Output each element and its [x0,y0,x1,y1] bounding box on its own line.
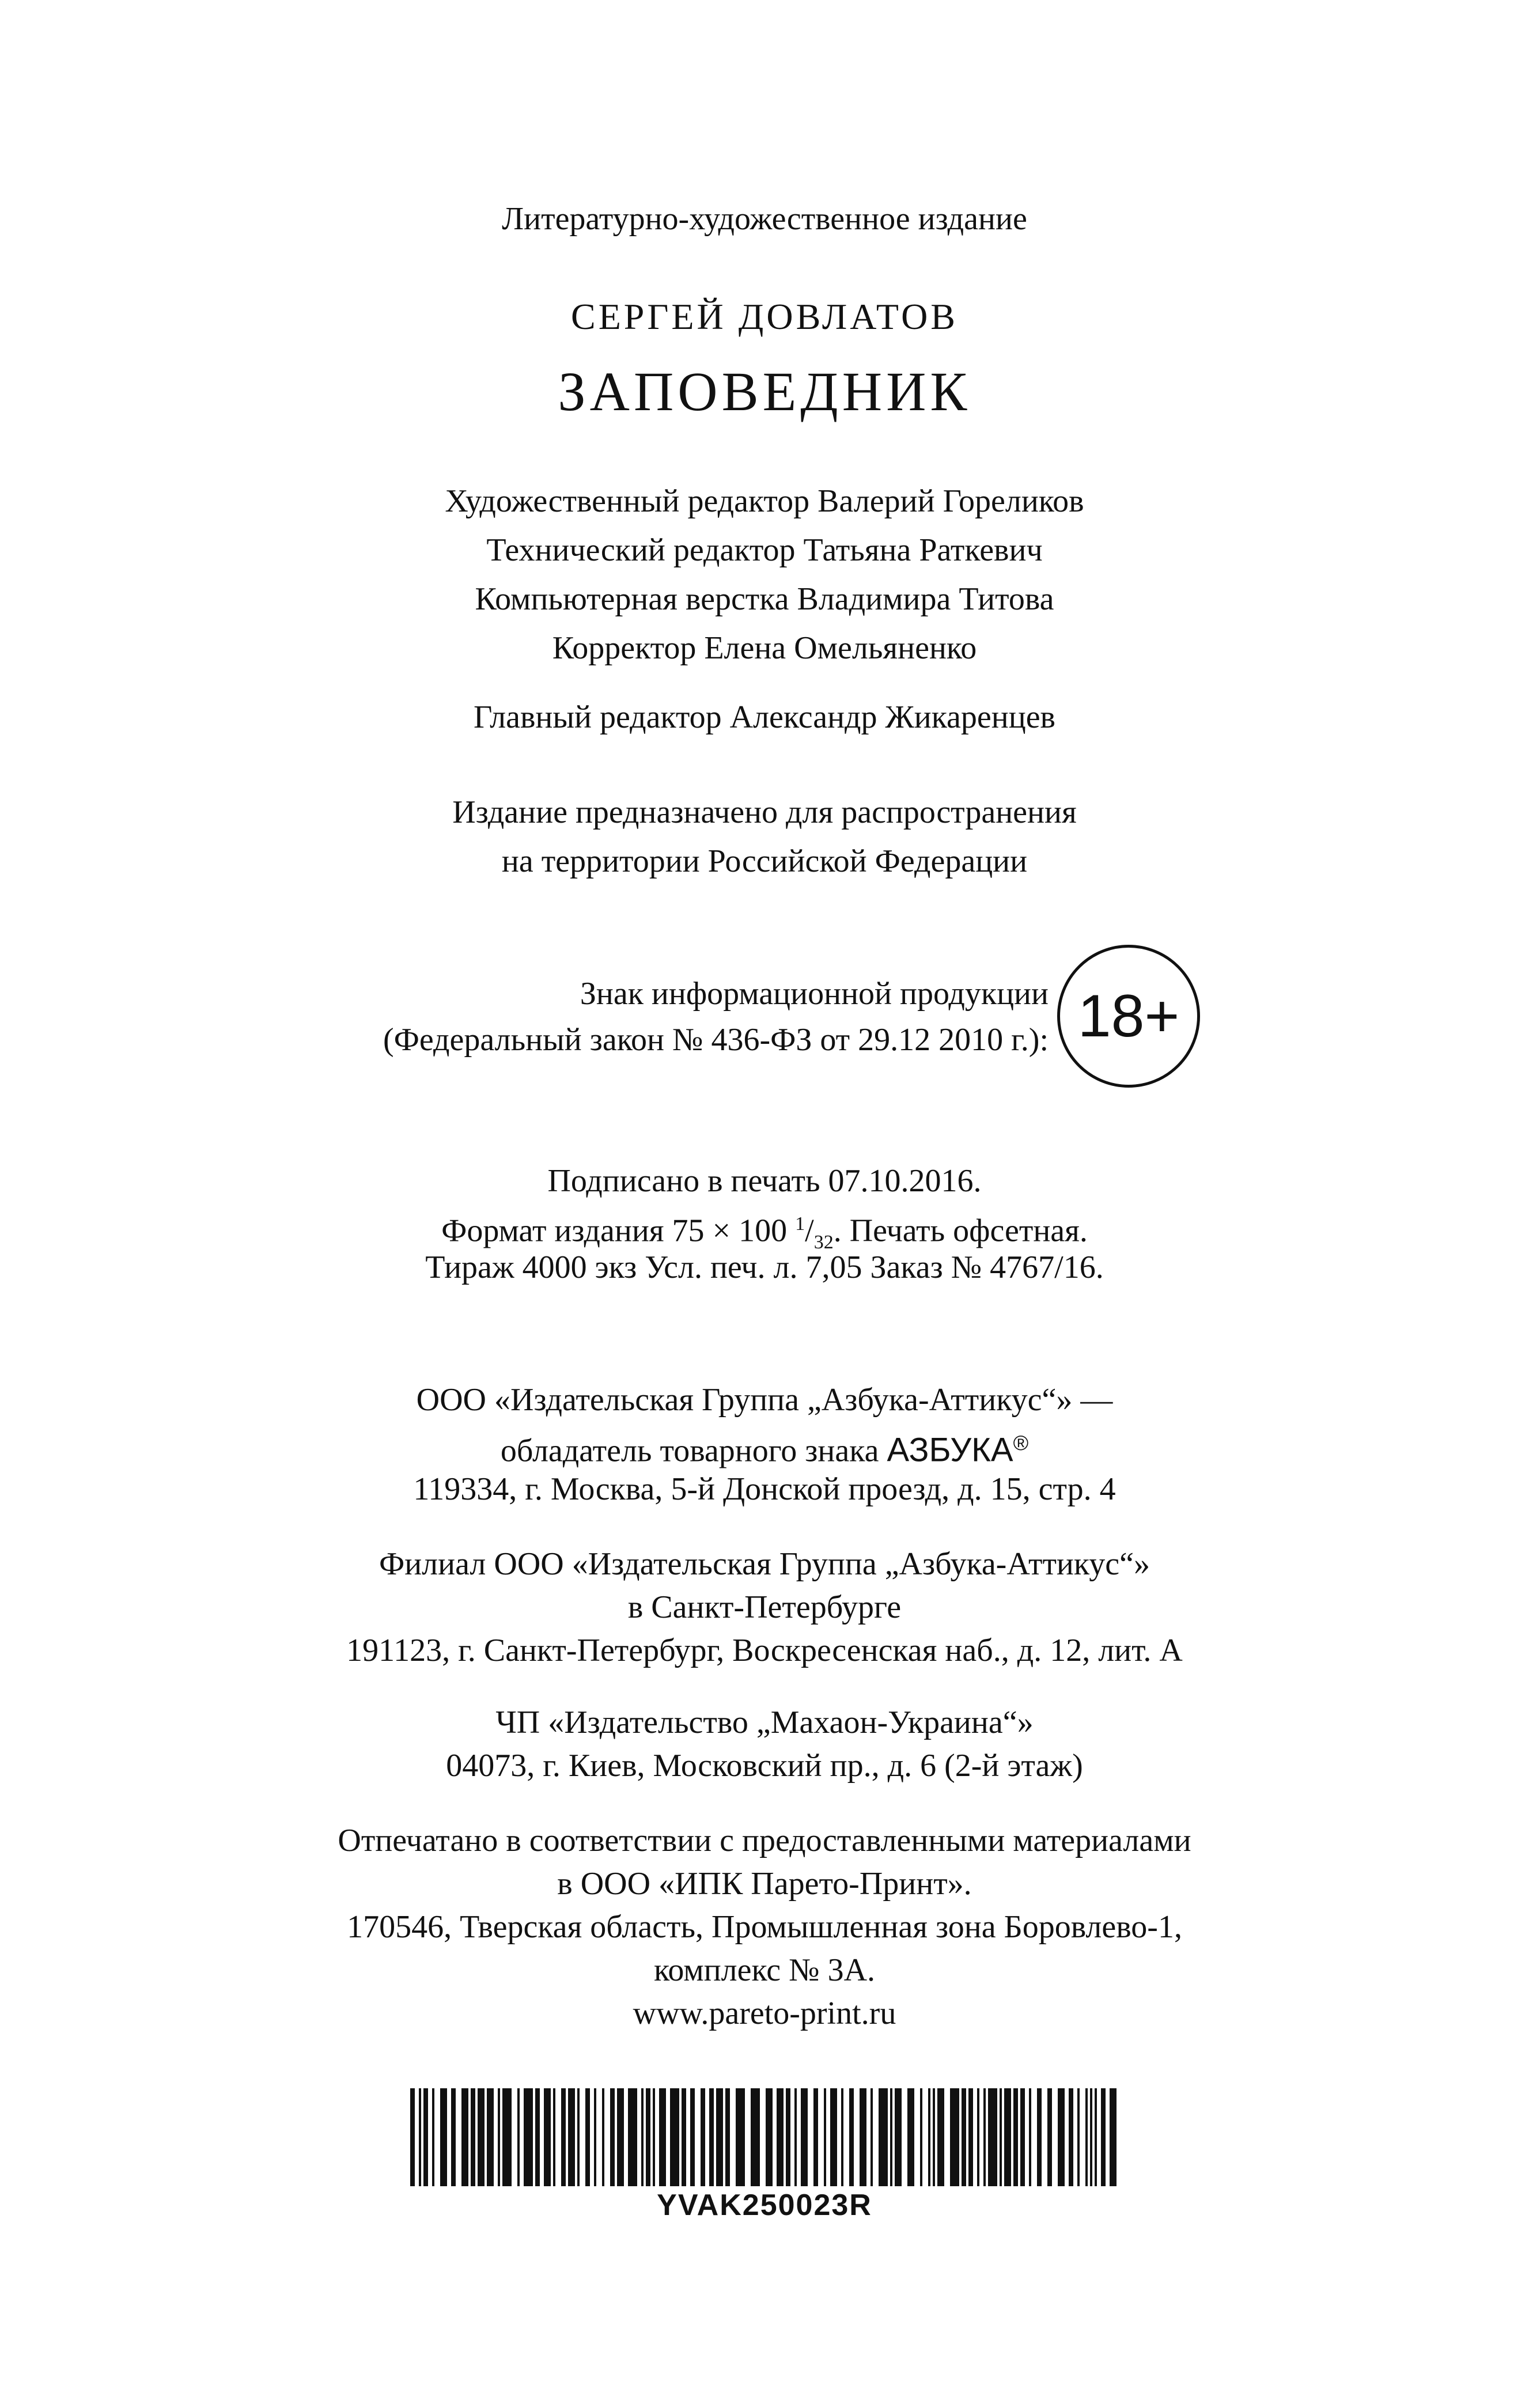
barcode-bar [701,2088,705,2186]
barcode-bar [1101,2088,1106,2186]
barcode-bar [535,2088,540,2186]
rating-label: Знак информационной продукции [580,976,1049,1012]
layout-credit: Компьютерная верстка Владимира Титова [475,581,1054,617]
printing-line-4: комплекс № 3А. [653,1952,876,1988]
format-denominator: 32 [813,1231,834,1253]
barcode-bar [1029,2088,1031,2186]
barcode-bar [1013,2088,1018,2186]
printer-url: www.pareto-print.ru [633,1996,896,2031]
format-prefix: Формат издания 75 × 100 [441,1213,796,1249]
barcode-bar [983,2088,986,2186]
barcode-bar [849,2088,854,2186]
barcode-bar [419,2088,421,2186]
format-suffix: . Печать офсетная. [833,1213,1088,1249]
barcode-bar [451,2088,456,2186]
barcode-bar [824,2088,826,2186]
format-numerator: 1 [795,1213,805,1235]
barcode-bar [602,2088,604,2186]
barcode-bar [432,2088,434,2186]
barcode-bar [1047,2088,1052,2186]
brand-name: АЗБУКА [887,1431,1013,1469]
barcode-bar [544,2088,551,2186]
branch-address: 191123, г. Санкт-Петербург, Воскресенская наб., д. 12, лит. А [346,1633,1183,1668]
barcode-bar [646,2088,650,2186]
barcode-bar [498,2088,500,2186]
edition-type: Литературно-художественное издание [502,201,1027,237]
registered-mark: ® [1013,1431,1029,1455]
ukraine-address: 04073, г. Киев, Московский пр., д. 6 (2-й этаж) [446,1748,1083,1784]
printing-line-2: в ООО «ИПК Парето-Принт». [557,1866,972,1902]
publisher-line-1: ООО «Издательская Группа „Азбука-Аттикус“» — [416,1382,1113,1418]
barcode-bar [1020,2088,1025,2186]
barcode-code: YVAK250023R [657,2189,872,2222]
barcode-bar [440,2088,447,2186]
barcode-bar [716,2088,723,2186]
distribution-line-2: на территории Российской Федерации [501,843,1028,879]
barcode-bar [610,2088,615,2186]
barcode-bar [860,2088,866,2186]
barcode-bar [1110,2088,1117,2186]
barcode-bar [471,2088,475,2186]
barcode-bar [553,2088,555,2186]
barcode-bar [585,2088,590,2186]
barcode-bar [871,2088,873,2186]
barcode-bar [517,2088,520,2186]
printing-line-1: Отпечатано в соответствии с предоставленными материалами [338,1823,1191,1858]
barcode-bar [977,2088,979,2186]
art-editor: Художественный редактор Валерий Гореликов [445,483,1084,519]
barcode-bar [1004,2088,1011,2186]
barcode-bar [794,2088,797,2186]
barcode-bar [709,2088,714,2186]
barcode-bar [937,2088,944,2186]
barcode-bar [670,2088,679,2186]
barcode-bar [1085,2088,1088,2186]
format-line: Формат издания 75 × 100 $^1/_{32}$. Печать офсетная. [441,1213,1088,1253]
distribution-line-1: Издание предназначено для распространения [452,794,1077,830]
barcode-bar [568,2088,575,2186]
barcode-bar [830,2088,837,2186]
barcode-bar [933,2088,935,2186]
barcode-bar [920,2088,922,2186]
barcode-bar [653,2088,655,2186]
barcode-bar [962,2088,966,2186]
barcode-bar [801,2088,808,2186]
tech-editor: Технический редактор Татьяна Раткевич [486,532,1043,568]
barcode-bar [777,2088,784,2186]
barcode-bar [594,2088,596,2186]
barcode-bar [841,2088,843,2186]
barcode-bar [1069,2088,1073,2186]
barcode-bar [786,2088,790,2186]
barcode-bar [890,2088,892,2186]
rating-law: (Федеральный закон № 436-ФЗ от 29.12 2010 г.): [383,1022,1049,1058]
barcode-bar [813,2088,818,2186]
barcode-bar [577,2088,580,2186]
barcode-bar [690,2088,695,2186]
barcode-bar [879,2088,888,2186]
author-name: СЕРГЕЙ ДОВЛАТОВ [571,296,958,337]
barcode-bar [487,2088,494,2186]
book-title: ЗАПОВЕДНИК [558,361,971,422]
barcode-bar [461,2088,468,2186]
barcode [410,2088,1119,2186]
barcode-bar [478,2088,485,2186]
ukraine-line-1: ЧП «Издательство „Махаон-Украина“» [495,1705,1034,1740]
barcode-bar [1095,2088,1097,2186]
barcode-bar [1058,2088,1065,2186]
barcode-bar [1090,2088,1092,2186]
publisher-line-2 [0,1423,1529,1471]
proofreader: Корректор Елена Омельяненко [552,630,977,666]
barcode-bar [751,2088,760,2186]
barcode-bar [423,2088,428,2186]
barcode-bar [410,2088,415,2186]
branch-line-1: Филиал ООО «Издательская Группа „Азбука-Аттикус“» [379,1546,1150,1582]
signed-to-print: Подписано в печать 07.10.2016. [547,1163,982,1199]
chief-editor: Главный редактор Александр Жикаренцев [474,699,1055,735]
barcode-bar [766,2088,773,2186]
barcode-bar [1037,2088,1042,2186]
barcode-bar [1000,2088,1002,2186]
barcode-bar [725,2088,730,2186]
barcode-bar [682,2088,686,2186]
barcode-bar [524,2088,533,2186]
age-rating-badge: 18+ [1057,945,1200,1088]
barcode-bar [928,2088,930,2186]
print-run: Тираж 4000 экз Усл. печ. л. 7,05 Заказ № 4767/16. [425,1250,1104,1285]
barcode-bar [988,2088,997,2186]
barcode-bar [502,2088,512,2186]
barcode-bar [561,2088,566,2186]
barcode-bar [617,2088,624,2186]
barcode-bar [895,2088,902,2186]
printing-line-3: 170546, Тверская область, Промышленная зона Боровлево-1, [347,1909,1182,1945]
trademark-owner: обладатель товарного знака [500,1433,887,1469]
barcode-bar [659,2088,666,2186]
publisher-address: 119334, г. Москва, 5-й Донской проезд, д. 15, стр. 4 [413,1471,1116,1507]
barcode-bar [736,2088,745,2186]
barcode-bar [907,2088,914,2186]
barcode-bar [968,2088,973,2186]
barcode-bar [950,2088,959,2186]
barcode-bar [1077,2088,1080,2186]
branch-line-2: в Санкт-Петербурге [627,1589,902,1625]
barcode-bar [628,2088,637,2186]
barcode-bar [641,2088,644,2186]
